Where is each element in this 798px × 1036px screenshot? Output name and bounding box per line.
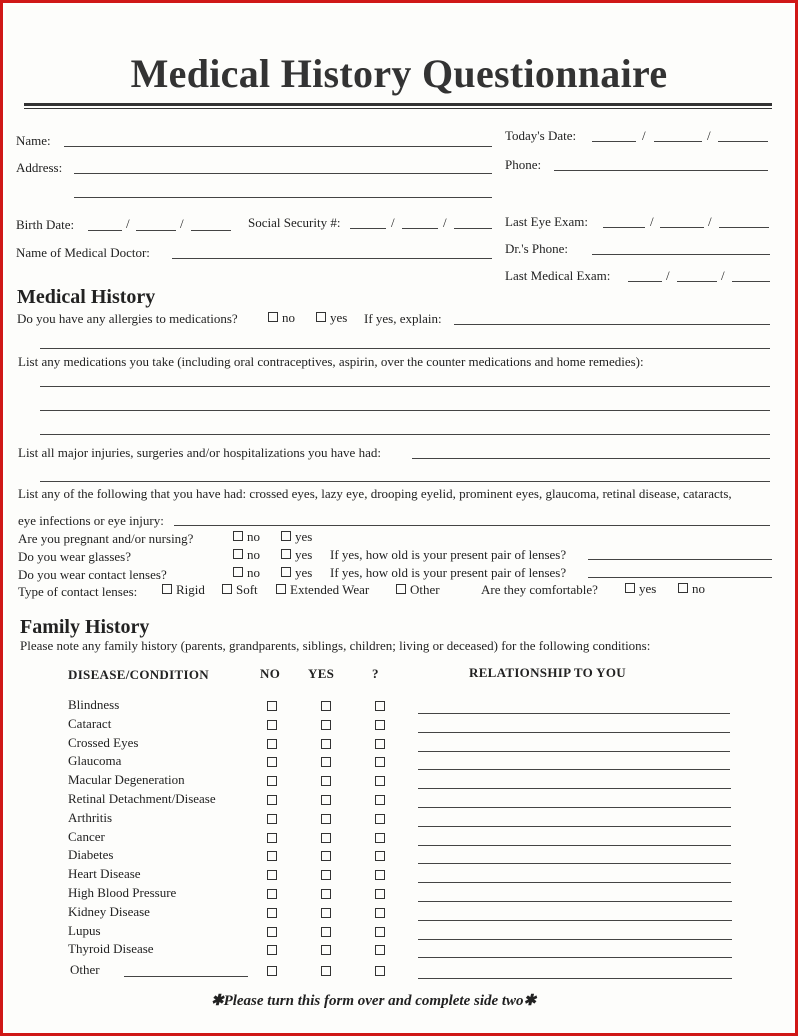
last-eye-exam-label: Last Eye Exam: [505,214,589,229]
condition-yes-checkbox[interactable] [321,757,331,767]
dr-phone-label: Dr.'s Phone: [505,241,569,256]
condition-label: Kidney Disease [68,903,150,919]
condition-label: Arthritis [68,809,113,825]
name-field[interactable] [64,146,492,147]
address-label: Address: [16,160,63,175]
condition-no-checkbox[interactable] [267,701,277,711]
condition-unknown-checkbox[interactable] [375,833,385,843]
condition-yes-checkbox[interactable] [321,739,331,749]
condition-yes-checkbox[interactable] [321,776,331,786]
condition-no-checkbox[interactable] [267,739,277,749]
condition-label: Diabetes [68,847,114,863]
allergies-explain-field-2[interactable] [40,348,770,349]
last-medical-exam-month-field[interactable] [628,281,662,282]
condition-label: Retinal Detachment/Disease [68,791,216,806]
condition-unknown-checkbox[interactable] [375,945,385,955]
date-separator: / [708,214,712,229]
glasses-question: Do you wear glasses? [18,549,131,564]
last-medical-exam-day-field[interactable] [677,281,717,282]
condition-no-checkbox[interactable] [267,966,277,976]
condition-unknown-checkbox[interactable] [375,889,385,899]
form-title: Medical History Questionnaire [130,51,668,96]
checkbox-icon [281,549,291,559]
conditions-question: List any of the following that you have had: crossed eyes, lazy eye, drooping eyelid, prominent eyes, glaucoma, retinal disease, cataracts, [18,486,732,501]
doctor-label: Name of Medical Doctor: [16,245,150,260]
last-eye-exam-month-field[interactable] [603,227,645,228]
comfortable-yes-option[interactable] [625,581,656,597]
last-eye-exam-day-field[interactable] [660,227,704,228]
date-separator: / [180,216,184,231]
medications-field-2[interactable] [40,410,770,411]
condition-yes-checkbox[interactable] [321,927,331,937]
option-label: no [282,310,295,325]
option-label: no [247,547,260,562]
checkbox-icon [222,584,232,594]
condition-label: Macular Degeneration [68,772,185,788]
condition-yes-checkbox[interactable] [321,908,331,918]
comfortable-question: Are they comfortable? [481,582,598,597]
relationship-field[interactable] [418,901,732,902]
col-no-header: NO [260,666,281,681]
allergies-no-option[interactable] [268,310,295,326]
relationship-field[interactable] [418,978,732,979]
checkbox-icon [162,584,172,594]
condition-label: Other [70,962,100,978]
condition-yes-checkbox[interactable] [321,851,331,861]
checkbox-icon [233,531,243,541]
condition-unknown-checkbox[interactable] [375,720,385,730]
injuries-question: List all major injuries, surgeries and/or hospitalizations you have had: [18,445,381,460]
ssn-label: Social Security #: [248,215,341,230]
condition-no-checkbox[interactable] [267,851,277,861]
comfortable-no-option[interactable] [678,581,705,597]
todays-date-label: Today's Date: [505,128,577,143]
phone-label: Phone: [505,157,542,172]
option-label: Other [410,582,440,597]
date-separator: / [721,268,725,283]
condition-label: Heart Disease [68,866,141,882]
contact-type-other-option[interactable] [396,582,440,598]
injuries-field-2[interactable] [40,481,770,482]
contact-type-rigid-option[interactable] [162,582,205,598]
option-label: no [692,581,705,596]
conditions-field[interactable] [174,525,770,526]
if-yes-explain-label: If yes, explain: [364,311,442,326]
checkbox-icon [281,567,291,577]
condition-unknown-checkbox[interactable] [375,739,385,749]
condition-label: Cancer [68,828,105,844]
dr-phone-field[interactable] [592,254,770,255]
contacts-yes-option[interactable] [281,565,312,581]
other-condition-field[interactable] [124,976,248,977]
contact-type-soft-option[interactable] [222,582,258,598]
col-disease-header: DISEASE/CONDITION [68,667,209,682]
condition-yes-checkbox[interactable] [321,966,331,976]
condition-unknown-checkbox[interactable] [375,701,385,711]
medications-question: List any medications you take (including oral contraceptives, aspirin, over the counter medications and home remedies): [18,354,644,369]
condition-no-checkbox[interactable] [267,927,277,937]
condition-unknown-checkbox[interactable] [375,757,385,767]
todays-date-day-field[interactable] [654,141,702,142]
condition-label: Lupus [68,922,101,938]
condition-unknown-checkbox[interactable] [375,908,385,918]
contacts-age-question: If yes, how old is your present pair of lenses? [330,565,567,580]
condition-no-checkbox[interactable] [267,814,277,824]
condition-unknown-checkbox[interactable] [375,814,385,824]
form-page [6,6,792,1030]
option-label: yes [295,547,313,562]
option-label: yes [330,310,348,325]
address-field-line1[interactable] [74,173,492,174]
condition-yes-checkbox[interactable] [321,833,331,843]
date-separator: / [126,216,130,231]
checkbox-icon [678,583,688,593]
condition-yes-checkbox[interactable] [321,814,331,824]
col-unknown-header: ? [372,666,379,681]
allergies-yes-option[interactable] [316,310,347,326]
relationship-field[interactable] [418,751,730,752]
condition-no-checkbox[interactable] [267,795,277,805]
option-label: no [247,565,260,580]
condition-yes-checkbox[interactable] [321,945,331,955]
option-label: yes [295,529,313,544]
checkbox-icon [268,312,278,322]
birth-date-year-field[interactable] [191,230,231,231]
condition-label: Crossed Eyes [68,734,139,750]
condition-yes-checkbox[interactable] [321,701,331,711]
todays-date-year-field[interactable] [718,141,768,142]
glasses-no-option[interactable] [233,547,260,563]
footer-note: ✱Please turn this form over and complete side two✱ [211,993,537,1009]
checkbox-icon [316,312,326,322]
last-medical-exam-year-field[interactable] [732,281,770,282]
relationship-field[interactable] [418,769,730,770]
glasses-yes-option[interactable] [281,547,312,563]
option-label: Soft [236,582,258,597]
condition-no-checkbox[interactable] [267,908,277,918]
ssn-part2-field[interactable] [402,228,438,229]
condition-no-checkbox[interactable] [267,720,277,730]
medications-field-1[interactable] [40,386,770,387]
todays-date-month-field[interactable] [592,141,636,142]
doctor-field[interactable] [172,258,492,259]
option-label: no [247,529,260,544]
last-eye-exam-year-field[interactable] [719,227,769,228]
address-field-line2[interactable] [74,197,492,198]
allergies-explain-field[interactable] [454,324,770,325]
medical-history-heading: Medical History [17,286,156,308]
relationship-field[interactable] [418,882,731,883]
phone-field[interactable] [554,170,768,171]
checkbox-icon [396,584,406,594]
condition-no-checkbox[interactable] [267,870,277,880]
col-relationship-header: RELATIONSHIP TO YOU [469,665,626,680]
condition-unknown-checkbox[interactable] [375,966,385,976]
condition-label: High Blood Pressure [68,885,177,900]
col-yes-header: YES [308,666,335,681]
birth-date-month-field[interactable] [88,230,122,231]
condition-yes-checkbox[interactable] [321,889,331,899]
date-separator: / [666,268,670,283]
injuries-field-1[interactable] [412,458,770,459]
condition-label: Cataract [68,715,112,731]
checkbox-icon [625,583,635,593]
checkbox-icon [281,531,291,541]
condition-no-checkbox[interactable] [267,945,277,955]
last-medical-exam-label: Last Medical Exam: [505,268,611,283]
birth-date-label: Birth Date: [16,217,75,232]
date-separator: / [642,128,646,143]
glasses-age-question: If yes, how old is your present pair of lenses? [330,547,567,562]
contacts-question: Do you wear contact lenses? [18,567,167,582]
contacts-no-option[interactable] [233,565,260,581]
option-label: Extended Wear [290,582,370,597]
title-rule-thick [24,103,772,106]
condition-label: Blindness [68,697,120,712]
option-label: yes [295,565,313,580]
condition-yes-checkbox[interactable] [321,870,331,880]
date-separator: / [391,215,395,230]
pregnant-question: Are you pregnant and/or nursing? [18,531,194,546]
condition-label: Thyroid Disease [68,941,154,957]
title-rule-thin [24,108,772,109]
relationship-field[interactable] [418,920,732,921]
ssn-part3-field[interactable] [454,228,492,229]
family-history-note: Please note any family history (parents, grandparents, siblings, children; living or deceased) for the following conditions: [20,638,651,653]
condition-unknown-checkbox[interactable] [375,927,385,937]
date-separator: / [650,214,654,229]
family-history-heading: Family History [20,616,150,638]
contacts-age-field[interactable] [588,577,772,578]
relationship-field[interactable] [418,845,731,846]
date-separator: / [707,128,711,143]
condition-unknown-checkbox[interactable] [375,870,385,880]
condition-no-checkbox[interactable] [267,889,277,899]
condition-no-checkbox[interactable] [267,833,277,843]
relationship-field[interactable] [418,957,732,958]
contact-type-label: Type of contact lenses: [18,584,138,599]
date-separator: / [443,215,447,230]
pregnant-no-option[interactable] [233,529,260,545]
condition-unknown-checkbox[interactable] [375,776,385,786]
allergies-question: Do you have any allergies to medications? [17,311,238,326]
relationship-field[interactable] [418,863,731,864]
pregnant-yes-option[interactable] [281,529,312,545]
medications-field-3[interactable] [40,434,770,435]
condition-yes-checkbox[interactable] [321,795,331,805]
relationship-field[interactable] [418,713,730,714]
checkbox-icon [276,584,286,594]
relationship-field[interactable] [418,939,732,940]
relationship-field[interactable] [418,732,730,733]
relationship-field[interactable] [418,807,731,808]
condition-no-checkbox[interactable] [267,757,277,767]
relationship-field[interactable] [418,788,731,789]
condition-yes-checkbox[interactable] [321,720,331,730]
checkbox-icon [233,549,243,559]
option-label: Rigid [176,582,205,597]
glasses-age-field[interactable] [588,559,772,560]
birth-date-day-field[interactable] [136,230,176,231]
ssn-part1-field[interactable] [350,228,386,229]
condition-unknown-checkbox[interactable] [375,851,385,861]
condition-label: Glaucoma [68,753,122,769]
contact-type-extended-option[interactable] [276,582,369,598]
conditions-question-cont: eye infections or eye injury: [18,513,164,528]
name-label: Name: [16,133,51,148]
condition-unknown-checkbox[interactable] [375,795,385,805]
checkbox-icon [233,567,243,577]
condition-no-checkbox[interactable] [267,776,277,786]
relationship-field[interactable] [418,826,731,827]
option-label: yes [639,581,657,596]
